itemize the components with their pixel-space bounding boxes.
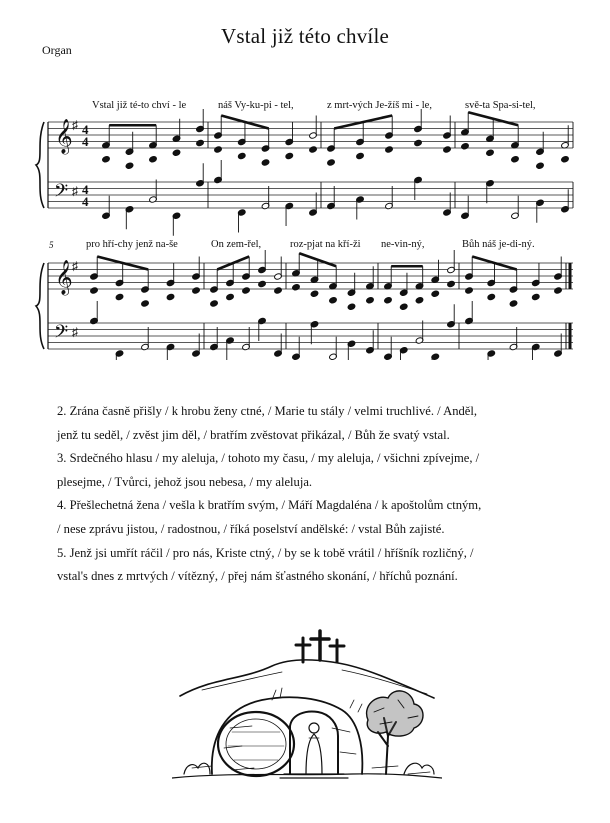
note-head [237,152,246,159]
note-head [356,152,365,159]
note-head [102,156,111,163]
verse-line: 3. Srdečného hlasu / my aleluja, / tohoto my času, / my aleluja, / všichni zpívejme, / [57,451,480,466]
lyric-s1-m3: z mrt-vých Je-žíš mi - le, [327,100,432,111]
note-head [487,293,496,300]
staff-notation [36,109,573,360]
note-head [285,152,294,159]
lyric-s1-m2: náš Vy-ku-pi - tel, [218,100,294,111]
note-head [242,287,251,294]
cross-left [296,638,310,662]
note-head [261,159,270,166]
note-head [431,290,440,297]
note-head [384,297,393,304]
risen-figure [306,723,322,774]
lyric-s1-m4: svě-ta Spa-si-tel, [465,100,536,111]
sharp-icon: ♯ [72,325,78,339]
verse-line: plesejme, / Tvůrci, jehož jsou nebesa, / my aleluja. [57,474,313,489]
sharp-icon: ♯ [72,118,78,132]
note-head [366,297,375,304]
note-head [399,303,408,310]
note-head [310,290,319,297]
note-head [447,280,456,287]
note-head [561,156,570,163]
note-head [554,287,563,294]
lyric-s2-m4: ne-vin-ný, [381,239,425,250]
note-head [115,293,124,300]
cross-right [330,640,344,662]
verse-line: 4. Přešlechetná žena / vešla k bratřím svým, / Máří Magdaléna / k apoštolům ctným, [57,498,482,513]
instrument-label: Organ [42,43,72,57]
measure-number: 5 [49,240,54,250]
verse-line: 5. Jenž jsi umřít ráčil / pro nás, Kriste ctný, / by se k tobě vrátil / hříšník rozličný, / [57,545,474,560]
note-head [226,293,235,300]
note-head [292,284,301,291]
note-head [172,149,181,156]
note-head [125,162,134,169]
tomb-stone [218,712,294,776]
treble-clef-icon: 𝄞 [55,119,73,154]
bass-clef-icon: 𝄢 [54,322,69,347]
lyric-s2-m3: roz-pjat na kří-ži [290,239,361,250]
note-head [536,162,545,169]
lyric-s2-m1: pro hří-chy jenž na-še [86,239,178,250]
cross-center [311,631,329,660]
brace [36,263,44,349]
note-head [327,159,336,166]
verse-line: jenž tu seděl, / zvěst jim děl, / bratřím zvěstovat přikázal, / Bůh že svatý vstal. [57,427,450,442]
bass-clef-icon: 𝄢 [54,181,69,206]
time-signature: 4 [82,194,89,209]
verse-line: vstal's dnes z mrtvých / vítězný, / přej nám šťastného skonání, / hříchů poznání. [57,569,458,584]
note-head [347,303,356,310]
lyric-s1-m1: Vstal již té-to chví - le [92,100,187,111]
note-head [385,146,394,153]
note-head [90,287,99,294]
sharp-icon: ♯ [72,184,78,198]
page-title: Vstal již této chvíle [220,24,390,48]
note-head [274,287,283,294]
time-signature: 4 [82,182,89,197]
note-head [443,146,452,153]
note-head [531,293,540,300]
verse-text [57,400,587,589]
note-head [329,297,338,304]
verse-line: 2. Zrána časně přišly / k hrobu ženy ctné, / Marie tu stály / velmi truchlivé. / Anděl, [57,404,478,418]
note-head [192,287,201,294]
empty-tomb-illustration [172,628,442,786]
note-head [210,300,219,307]
note-head [166,293,175,300]
note-head [309,146,318,153]
sharp-icon: ♯ [72,259,78,273]
note-head [196,139,205,146]
treble-clef-icon: 𝄞 [55,260,73,295]
time-signature: 4 [82,122,89,137]
note-head [415,297,424,304]
note-head [214,146,223,153]
note-head [141,300,150,307]
note-head [486,149,495,156]
tree [367,691,423,774]
music-score [0,88,610,360]
verse-line: / nese zprávu jistou, / radostnou, / říká poselství andělské: / vstal Bůh zajisté. [57,521,445,536]
note-head [258,280,267,287]
note-head [465,287,474,294]
lyric-s2-m2: On zem-řel, [211,239,262,250]
note-head [461,143,470,150]
time-signature: 4 [82,134,89,149]
note-head [414,139,423,146]
lyric-s2-m5: Bůh náš je-di-ný. [462,239,535,250]
note-head [149,156,158,163]
brace [36,122,44,208]
note-head [511,156,520,163]
note-head [509,300,518,307]
